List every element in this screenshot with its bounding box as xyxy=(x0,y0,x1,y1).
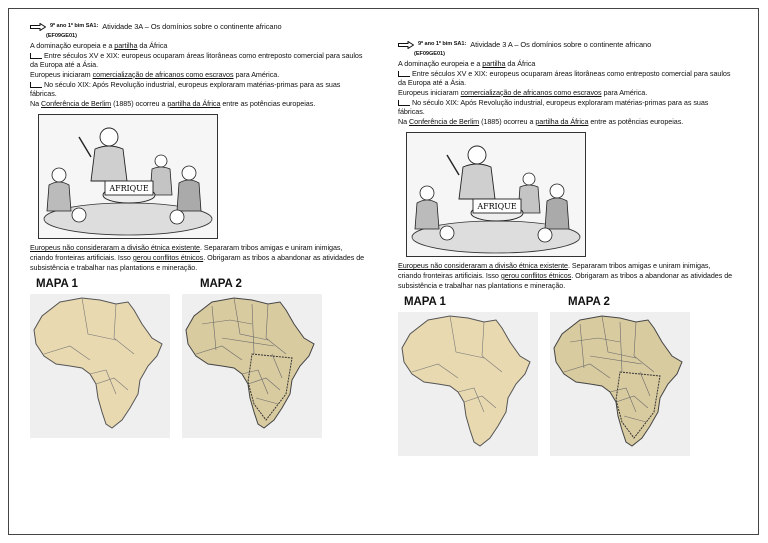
arrow-right-icon xyxy=(30,23,46,31)
paragraph-1: Entre séculos XV e XIX: europeus ocuparam áreas litorâneas como entreposto comercial para saulos da Europa até a Ásia. xyxy=(30,50,363,70)
cake-label: AFRIQUE xyxy=(109,184,149,194)
worksheet-right xyxy=(398,40,733,456)
paragraph-5: Europeus não consideraram a divisão étnica existente. Separaram tribos amigas e uniram inimigas, criando fronteiras artificiais. Isso gerou conflitos étnicos. Obrigaram as tribos a abandonar as atividades de subsistência e trabalhar nas plantations e mineração. xyxy=(30,243,365,272)
grade-label: 9º ano 1º bim SA1: xyxy=(418,41,467,47)
bncc-code: (EF09GE01) xyxy=(414,50,445,57)
worksheet-header xyxy=(30,22,365,32)
map-2-title: MAPA 2 xyxy=(200,278,242,291)
maps-figure xyxy=(30,280,323,438)
worksheet-left xyxy=(30,22,365,438)
subtitle: A dominação europeia e a partilha da África xyxy=(398,59,536,69)
grade-label: 9º ano 1º bim SA1: xyxy=(50,23,99,29)
map-2-ethnic-africa xyxy=(550,312,690,456)
berlin-conference-cartoon xyxy=(406,132,586,257)
map-1-colonial-africa xyxy=(398,312,538,456)
paragraph-4: Na Conferência de Berlim (1885) ocorreu a partilha da África entre as potências europeias. xyxy=(398,116,684,126)
map-2-title: MAPA 2 xyxy=(568,296,610,309)
map-1-colonial-africa xyxy=(30,294,170,438)
activity-title: Atividade 3 A – Os domínios sobre o continente africano xyxy=(470,40,652,49)
activity-title: Atividade 3A – Os domínios sobre o continente africano xyxy=(102,22,282,31)
cake-label: AFRIQUE xyxy=(477,202,517,212)
subtitle: A dominação europeia e a partilha da África xyxy=(30,41,168,51)
paragraph-3: No século XIX: Após Revolução industrial, europeus exploraram matérias-primas para as suas fábricas. xyxy=(30,79,341,99)
map-1-title: MAPA 1 xyxy=(404,296,446,309)
paragraph-3: No século XIX: Após Revolução industrial, europeus exploraram matérias-primas para as suas fábricas. xyxy=(398,97,709,117)
map-2-ethnic-africa xyxy=(182,294,322,438)
paragraph-2: Europeus iniciaram comercialização de africanos como escravos para América. xyxy=(398,87,648,97)
paragraph-1: Entre séculos XV e XIX: europeus ocuparam áreas litorâneas como entreposto comercial para saulos da Europa até a Ásia. xyxy=(398,68,731,88)
arrow-right-icon xyxy=(398,41,414,49)
berlin-conference-cartoon xyxy=(38,114,218,239)
paragraph-5: Europeus não consideraram a divisão étnica existente. Separaram tribos amigas e uniram inimigas, criando fronteiras artificiais. Isso gerou conflitos étnicos. Obrigaram as tribos a abandonar as atividades de subsistência e trabalhar nas plantations e mineração. xyxy=(398,261,733,290)
worksheet-header xyxy=(398,40,733,50)
maps-figure xyxy=(398,298,691,456)
paragraph-2: Europeus iniciaram comercialização de africanos como escravos para América. xyxy=(30,69,280,79)
map-1-title: MAPA 1 xyxy=(36,278,78,291)
paragraph-4: Na Conferência de Berlim (1885) ocorreu a partilha da África entre as potências europeias. xyxy=(30,98,316,108)
bncc-code: (EF09GE01) xyxy=(46,32,77,39)
